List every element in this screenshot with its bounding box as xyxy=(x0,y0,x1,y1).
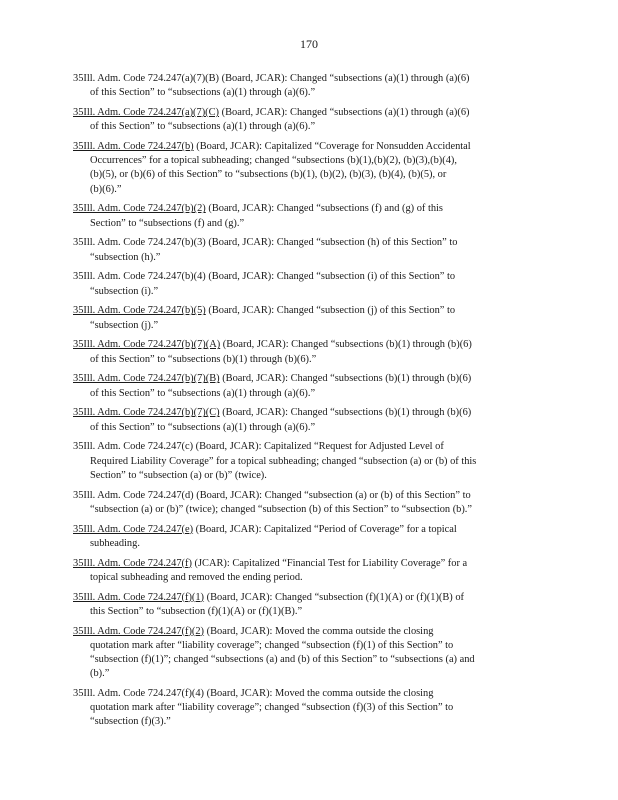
entry-text: (Board, JCAR): Changed “subsection (j) of this Section” to xyxy=(205,305,456,317)
entry-first-line: 35Ill. Adm. Code 724.247(f)(4) (Board, JCAR): Moved the comma outside the closing xyxy=(73,688,434,700)
code-citation: 35Ill. Adm. Code 724.247(b) xyxy=(73,141,194,152)
entry-first-line xyxy=(73,106,541,120)
amendment-entry xyxy=(73,202,541,230)
entry-continuation-line: (b).” xyxy=(90,668,110,680)
code-citation: 35Ill. Adm. Code 724.247(f) xyxy=(73,557,192,569)
entry-continuation-line: Occurrences” for a topical subheading; changed “subsections (b)(1),(b)(2), (b)(3),(b)(4), xyxy=(90,155,457,167)
entry-continuation-line: “subsection (f)(3).” xyxy=(90,716,171,728)
entry-continuation-line: (b)(6).” xyxy=(90,183,122,195)
entry-continuation-line: topical subheading and removed the ending period. xyxy=(90,571,303,583)
entry-text: (Board, JCAR): Capitalized “Coverage for Nonsudden Accidental xyxy=(193,141,471,152)
amendment-entry xyxy=(73,489,541,517)
amendment-entry xyxy=(73,687,541,730)
entry-continuation-line: of this Section” to “subsections (a)(1) through (a)(6).” xyxy=(90,421,316,433)
entry-continuation-line: quotation mark after “liability coverage”; changed “subsection (f)(1) of this Section” to xyxy=(90,639,454,651)
entry-text: (Board, JCAR): Capitalized “Period of Coverage” for a topical xyxy=(193,523,457,535)
entry-first-line xyxy=(73,625,541,639)
entry-continuation-line: subheading. xyxy=(90,537,140,549)
entry-first-line: 35Ill. Adm. Code 724.247(c) (Board, JCAR): Capitalized “Request for Adjusted Level of xyxy=(73,441,444,453)
entry-text: (Board, JCAR): Changed “subsections (a)(1) through (a)(6) xyxy=(219,107,470,118)
entry-continuation-line: this Section” to “subsection (f)(1)(A) or (f)(1)(B).” xyxy=(90,605,303,617)
entry-continuation-line: “subsection (f)(1)”; changed “subsections (a) and (b) of this Section” to “subsections (a) and xyxy=(90,654,475,666)
entry-first-line xyxy=(73,406,541,420)
entry-first-line xyxy=(73,591,541,605)
entry-continuation-line: Section” to “subsection (a) or (b)” (twice). xyxy=(90,469,267,481)
entry-first-line xyxy=(73,338,541,352)
entry-continuation-line: of this Section” to “subsections (a)(1) through (a)(6).” xyxy=(90,121,316,133)
entry-text: (Board, JCAR): Changed “subsections (b)(1) through (b)(6) xyxy=(219,407,472,419)
entry-continuation-line: “subsection (i).” xyxy=(90,285,159,297)
code-citation: 35Ill. Adm. Code 724.247(a)(7)(C) xyxy=(73,107,220,118)
amendment-entry xyxy=(73,72,541,100)
amendment-entry xyxy=(73,372,541,400)
entry-first-line: 35Ill. Adm. Code 724.247(a)(7)(B) (Board, JCAR): Changed “subsections (a)(1) through (a)(6) xyxy=(73,73,470,84)
entry-text: (JCAR): Capitalized “Financial Test for Liability Coverage” for a xyxy=(191,557,468,569)
amendment-entry xyxy=(73,304,541,332)
code-citation: 35Ill. Adm. Code 724.247(b)(5) xyxy=(73,305,206,317)
code-citation: 35Ill. Adm. Code 724.247(f)(1) xyxy=(73,591,205,603)
amendment-entry xyxy=(73,557,541,585)
amendment-entry xyxy=(73,270,541,298)
amendment-entry xyxy=(73,523,541,551)
entry-continuation-line: “subsection (j).” xyxy=(90,319,159,331)
code-citation: 35Ill. Adm. Code 724.247(b)(2) xyxy=(73,203,206,215)
entry-first-line xyxy=(73,523,541,537)
entry-first-line xyxy=(73,304,541,318)
entry-text: (Board, JCAR): Changed “subsections (b)(1) through (b)(6) xyxy=(219,373,472,385)
amendment-entry xyxy=(73,625,541,682)
amendment-entry xyxy=(73,236,541,264)
entry-continuation-line: quotation mark after “liability coverage”; changed “subsection (f)(3) of this Section” to xyxy=(90,702,454,714)
entry-first-line: 35Ill. Adm. Code 724.247(b)(3) (Board, JCAR): Changed “subsection (h) of this Section” to xyxy=(73,237,458,249)
entry-continuation-line: Section” to “subsections (f) and (g).” xyxy=(90,217,245,229)
entry-continuation-line: “subsection (h).” xyxy=(90,251,161,263)
entry-continuation-line: of this Section” to “subsections (a)(1) through (a)(6).” xyxy=(90,387,316,399)
entry-continuation-line: (b)(5), or (b)(6) of this Section” to “subsections (b)(1), (b)(2), (b)(3), (b)(4), (b)(5), or xyxy=(90,169,447,181)
code-citation: 35Ill. Adm. Code 724.247(b)(7)(C) xyxy=(73,407,220,419)
code-citation: 35Ill. Adm. Code 724.247(b)(7)(A) xyxy=(73,339,221,351)
entry-continuation-line: “subsection (a) or (b)” (twice); changed “subsection (b) of this Section” to “subsection (b).” xyxy=(90,503,473,515)
code-citation: 35Ill. Adm. Code 724.247(e) xyxy=(73,523,194,535)
entry-first-line xyxy=(73,372,541,386)
entry-continuation-line: Required Liability Coverage” for a topical subheading; changed “subsection (a) or (b) of this xyxy=(90,455,477,467)
entry-text: (Board, JCAR): Changed “subsection (f)(1)(A) or (f)(1)(B) of xyxy=(204,591,465,603)
amendment-entry xyxy=(73,591,541,619)
entry-text: (Board, JCAR): Changed “subsections (b)(1) through (b)(6) xyxy=(220,339,472,351)
amendment-entry xyxy=(73,338,541,366)
entry-first-line: 35Ill. Adm. Code 724.247(d) (Board, JCAR): Changed “subsection (a) or (b) of this Section” to xyxy=(73,489,471,501)
amendment-entry xyxy=(73,140,541,197)
entry-first-line xyxy=(73,140,541,154)
amendment-list xyxy=(73,72,541,735)
entry-continuation-line: of this Section” to “subsections (b)(1) through (b)(6).” xyxy=(90,353,317,365)
amendment-entry xyxy=(73,106,541,134)
entry-continuation-line: of this Section” to “subsections (a)(1) through (a)(6).” xyxy=(90,87,316,99)
entry-first-line xyxy=(73,202,541,216)
entry-text: (Board, JCAR): Changed “subsections (f) and (g) of this xyxy=(205,203,443,215)
entry-first-line xyxy=(73,557,541,571)
page-number: 170 xyxy=(300,37,318,51)
entry-text: (Board, JCAR): Moved the comma outside the closing xyxy=(204,625,434,637)
amendment-entry xyxy=(73,406,541,434)
entry-first-line: 35Ill. Adm. Code 724.247(b)(4) (Board, JCAR): Changed “subsection (i) of this Section” to xyxy=(73,271,456,283)
code-citation: 35Ill. Adm. Code 724.247(f)(2) xyxy=(73,625,205,637)
amendment-entry xyxy=(73,440,541,483)
code-citation: 35Ill. Adm. Code 724.247(b)(7)(B) xyxy=(73,373,220,385)
